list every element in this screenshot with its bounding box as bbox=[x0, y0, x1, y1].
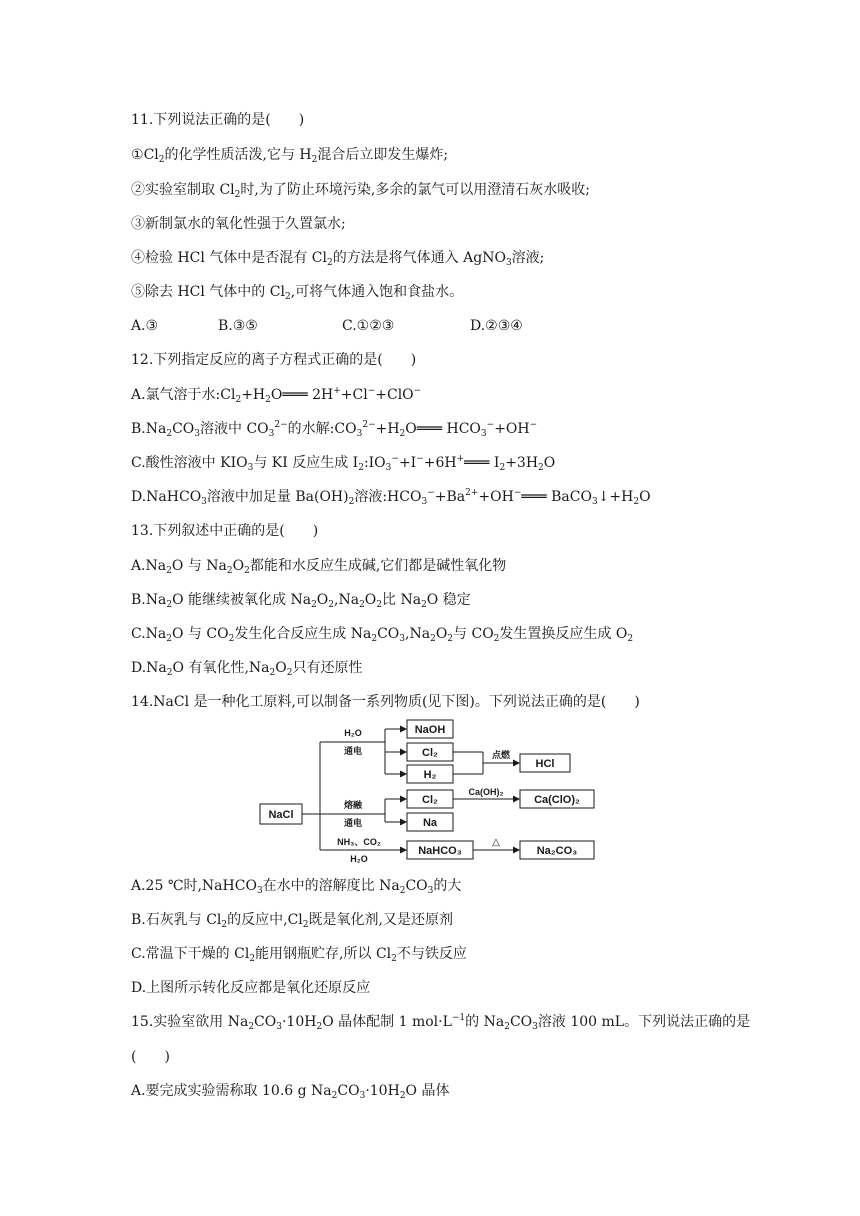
q12-option-a: A.氯气溶于水$:Cl_2+H_2O═══$ 2H++Cl−+ClO− bbox=[131, 386, 422, 405]
q12-option-c: C.酸性溶液中 $KIO_3$与 KI 反应生成 $I_2:IO_3^-+I^-+6H^+═══$ $I_2+3H_2O$ bbox=[131, 454, 556, 473]
h2-label: H₂ bbox=[423, 769, 437, 781]
nacl-conversion-diagram bbox=[255, 716, 615, 868]
na2co3-label: Na₂CO₃ bbox=[536, 845, 578, 857]
q12-stem: 12.下列指定反应的离子方程式正确的是( ) bbox=[131, 352, 417, 368]
q11-option-d: D.②③④ bbox=[470, 318, 523, 334]
cond1-bottom: 通电 bbox=[343, 746, 363, 756]
cond2-bottom: 通电 bbox=[343, 818, 363, 828]
q11-option-b: B.③⑤ bbox=[218, 318, 258, 334]
cl2-molten-label: Cl₂ bbox=[422, 794, 438, 806]
q11-stem: 11.下列说法正确的是( ) bbox=[131, 112, 305, 128]
q13-option-b: $B.Na_2O$ 能继续被氧化成 $Na_2O_2,Na_2O_2$比 $Na_2O$ 稳定 bbox=[131, 592, 471, 610]
q11-item-4: ④检验 HCl 气体中是否混有 $Cl_2$的方法是将气体通入 AgNO$_3$溶液; bbox=[131, 250, 545, 268]
q13-option-a: $A.Na_2O$ 与 $Na_2O_2$都能和水反应生成碱,它们都是碱性氧化物 bbox=[131, 558, 507, 576]
caoh2-label: Ca(OH)₂ bbox=[468, 787, 504, 797]
q11-item-2: ②实验室制取 $Cl_2$时,为了防止环境污染,多余的氯气可以用澄清石灰水吸收; bbox=[131, 182, 590, 200]
q12-option-b: $B.Na_2CO_3$溶液中 $CO_3^{2-}$的水解$:CO_3^{2-}+H_2O═══$ $HCO_3^-+OH^-$ bbox=[131, 420, 538, 439]
q11-option-a: A.③ bbox=[131, 318, 159, 334]
naoh-label: NaOH bbox=[414, 724, 446, 736]
na-label: Na bbox=[422, 817, 438, 829]
cond2-top: 熔融 bbox=[343, 800, 363, 810]
q15-stem: 15.实验室欲用 $Na_2CO_3\cdot 10H_2O$ 晶体配制 1 $mol\cdot L^{-1}$的 $Na_2CO_3$溶液 100 mL。下列说法正确的是 bbox=[131, 1013, 751, 1032]
cond3-top: NH₃、CO₂ bbox=[337, 837, 381, 847]
q12-option-d: D.NaHCO$_3$溶液中加足量 $Ba(OH)_2$溶液$:HCO_3^-+Ba^{2+}+OH^-═══$ $BaCO_3↓+H_2O$ bbox=[131, 488, 651, 507]
nahco3-label: NaHCO₃ bbox=[418, 845, 462, 857]
heat-label: △ bbox=[492, 837, 500, 848]
cond1-top: H₂O bbox=[344, 728, 362, 738]
q11-item-3: ③新制氯水的氧化性强于久置氯水; bbox=[131, 216, 346, 232]
hcl-label: HCl bbox=[535, 758, 555, 770]
nacl-label: NaCl bbox=[268, 809, 294, 821]
cond3-bottom: H₂O bbox=[350, 854, 368, 864]
q11-item-1: $①Cl_2$的化学性质活泼,它与 $H_2$混合后立即发生爆炸; bbox=[131, 147, 449, 165]
q14-option-a: A.25 ℃时,NaHCO$_3$在水中的溶解度比 $Na_2CO_3$的大 bbox=[131, 878, 462, 896]
q15-option-a: A.要完成实验需称取 10.6 g $Na_2CO_3\cdot 10H_2O$ 晶体 bbox=[131, 1083, 450, 1101]
caclo2-label: Ca(ClO)₂ bbox=[534, 794, 580, 806]
q11-item-5: ⑤除去 HCl 气体中的 $Cl_2$,可将气体通入饱和食盐水。 bbox=[131, 284, 464, 302]
q14-option-c: C.常温下干燥的 $Cl_2$能用钢瓶贮存,所以 $Cl_2$不与铁反应 bbox=[131, 946, 467, 964]
q13-stem: 13.下列叙述中正确的是( ) bbox=[131, 523, 319, 539]
q15-stem-continued: ( ) bbox=[131, 1049, 170, 1065]
q14-option-b: B.石灰乳与 $Cl_2$的反应中$,Cl_2$既是氧化剂,又是还原剂 bbox=[131, 912, 453, 930]
q13-option-c: $C.Na_2O$ 与 $CO_2$发生化合反应生成 $Na_2CO_3,Na_2O_2$与 $CO_2$发生置换反应生成 $O_2$ bbox=[131, 626, 634, 644]
cl2-label: Cl₂ bbox=[422, 747, 438, 759]
q13-option-d: $D.Na_2O$ 有氧化性$,Na_2O_2$只有还原性 bbox=[131, 660, 363, 678]
q14-option-d: D.上图所示转化反应都是氧化还原反应 bbox=[131, 980, 371, 996]
q11-option-c: C.①②③ bbox=[342, 318, 395, 334]
q14-stem: 14.NaCl 是一种化工原料,可以制备一系列物质(见下图)。下列说法正确的是( ) bbox=[131, 694, 640, 710]
q11-options bbox=[131, 316, 731, 336]
ignite-label: 点燃 bbox=[491, 750, 511, 760]
